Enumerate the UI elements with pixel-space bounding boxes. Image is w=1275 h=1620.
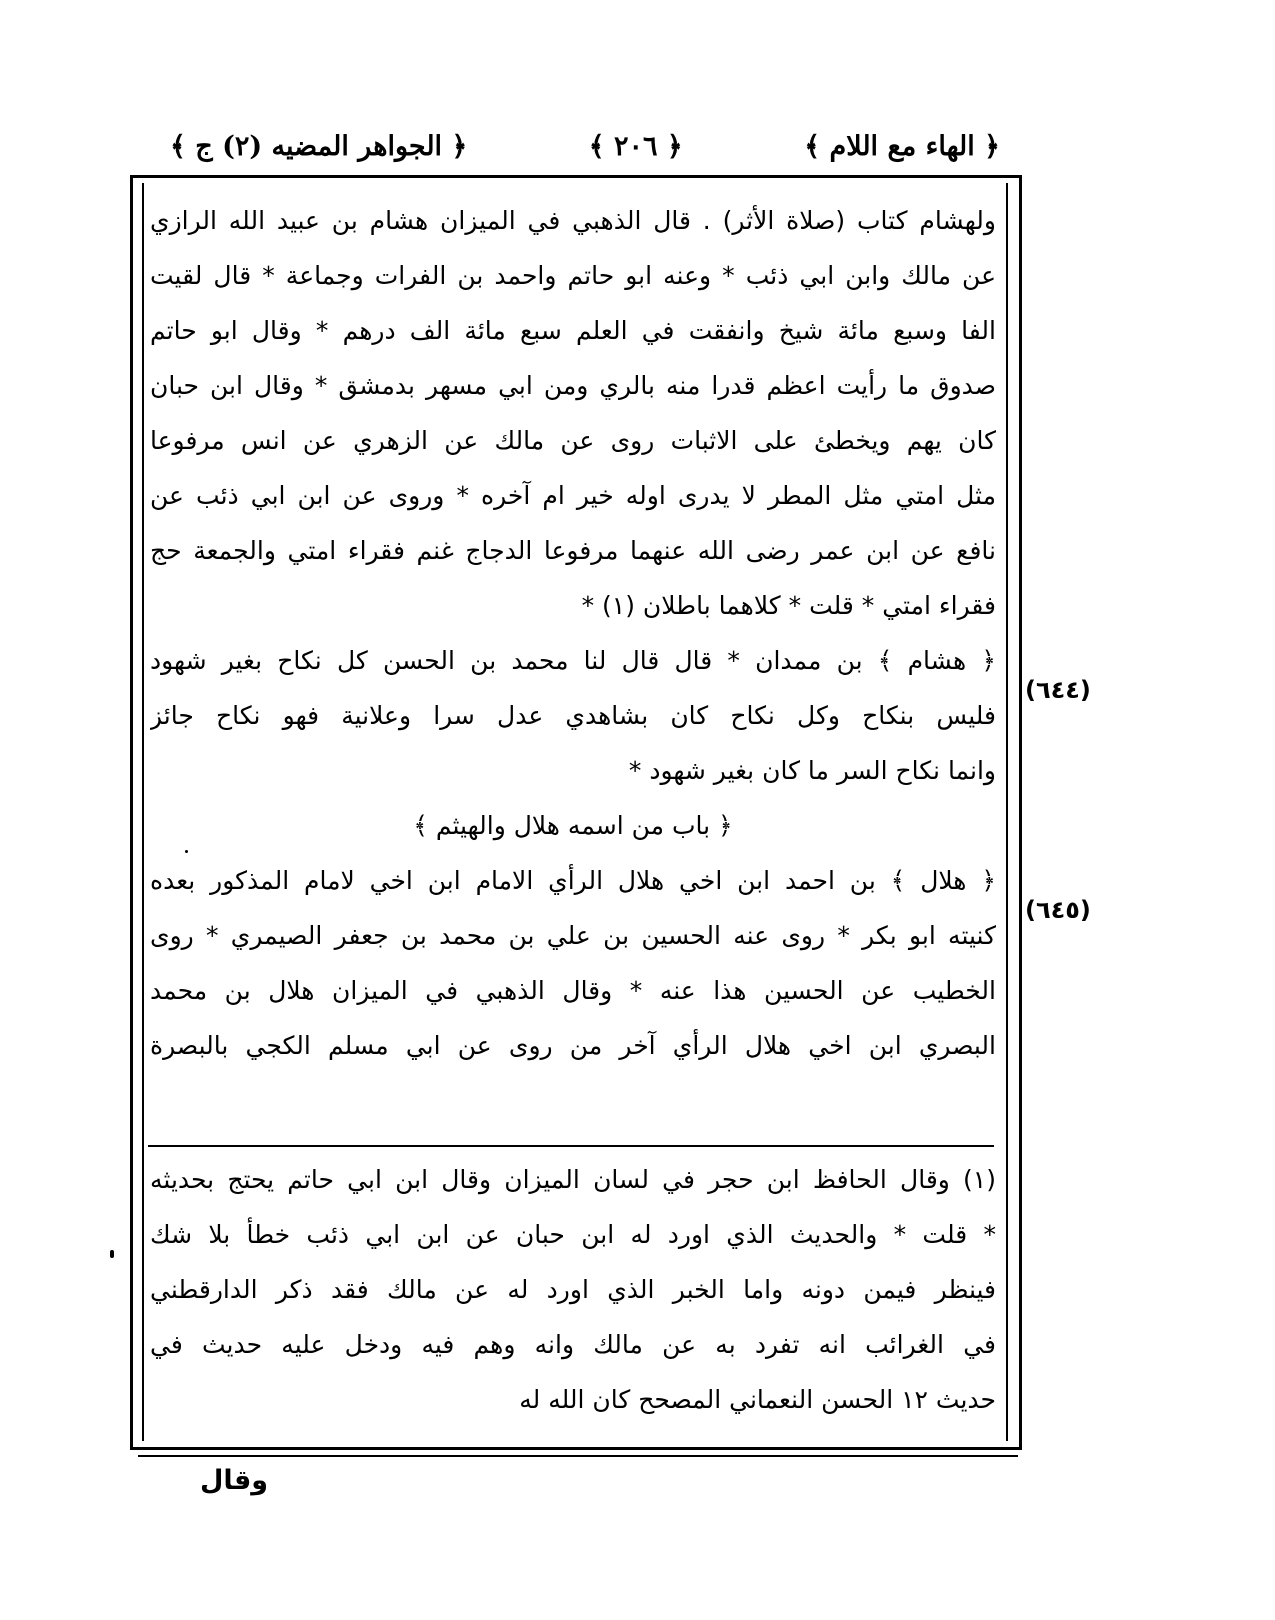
footnote-line: حديث ١٢ الحسن النعماني المصحح كان الله له [519, 1385, 996, 1414]
text-line: كان يهم ويخطئ على الاثبات روى عن مالك عن الزهري عن انس مرفوعا [150, 426, 996, 455]
chapter-heading: ﴿ باب من اسمه هلال والهيثم ﴾ [413, 811, 733, 840]
footnote-line: * قلت * والحديث الذي اورد له ابن حبان عن ابن ابي ذئب خطأ بلا شك [150, 1220, 996, 1249]
text-line: الخطيب عن الحسين هذا عنه * وقال الذهبي في الميزان هلال بن محمد [150, 976, 996, 1005]
text-line: نافع عن ابن عمر رضى الله عنهما مرفوعا الدجاج غنم فقراء امتي والجمعة حج [150, 536, 996, 565]
text-line: مثل امتي مثل المطر لا يدرى اوله خير ام آخره * وروى عن ابن ابي ذئب عن [150, 481, 996, 510]
footnote-block [150, 1152, 996, 1427]
entry-645-line: ﴿ هلال ﴾ بن احمد ابن اخي هلال الرأي الامام ابن اخي لامام المذكور بعده [150, 866, 996, 895]
text-line: الفا وسبع مائة شيخ وانفقت في العلم سبع مائة الف درهم * وقال ابو حاتم [150, 316, 996, 345]
text-line: فقراء امتي * قلت * كلاهما باطلان (١) * [581, 591, 996, 620]
text-line: ولهشام كتاب (صلاة الأثر) . قال الذهبي في الميزان هشام بن عبيد الله الرازي [150, 206, 996, 235]
header-section-title: ﴿ الهاء مع اللام ﴾ [804, 130, 1000, 162]
text-line: فليس بنكاح وكل نكاح كان بشاهدي عدل سرا وعلانية فهو نكاح جائز [150, 701, 996, 730]
text-line: عن مالك وابن ابي ذئب * وعنه ابو حاتم واحمد بن الفرات وجماعة * قال لقيت [150, 261, 996, 290]
footnote-line: فينظر فيمن دونه واما الخبر الذي اورد له عن مالك فقد ذكر الدارقطني [150, 1275, 996, 1304]
catchword: وقال [200, 1465, 269, 1496]
frame-bottom-rule-inner [138, 1455, 1018, 1457]
print-speck [110, 1250, 114, 1258]
running-header [170, 120, 1000, 172]
frame-bottom-rule [130, 1447, 1022, 1450]
entry-644-line: ﴿ هشام ﴾ بن ممدان * قال قال لنا محمد بن الحسن كل نكاح بغير شهود [150, 646, 996, 675]
header-book-title: ﴿ الجواهر المضيه (٢) ج ﴾ [170, 130, 468, 162]
print-speck [185, 850, 188, 853]
text-line: وانما نكاح السر ما كان بغير شهود * [628, 756, 996, 785]
entry-number-644: (٦٤٤) [1025, 676, 1091, 704]
text-line: صدوق ما رأيت اعظم قدرا منه بالري ومن ابي مسهر بدمشق * وقال ابن حبان [150, 371, 996, 400]
footnote-line: (١) وقال الحافظ ابن حجر في لسان الميزان وقال ابن ابي حاتم يحتج بحديثه [150, 1165, 996, 1194]
header-page-number: ﴿ ٢٠٦ ﴾ [588, 130, 683, 162]
footnote-line: في الغرائب انه تفرد به عن مالك وانه وهم فيه ودخل عليه حديث في [150, 1330, 996, 1359]
text-line: كنيته ابو بكر * روى عنه الحسين بن علي بن محمد بن جعفر الصيمري * روى [150, 921, 996, 950]
main-text [150, 193, 996, 1073]
entry-number-645: (٦٤٥) [1025, 896, 1091, 924]
text-line: البصري ابن اخي هلال الرأي آخر من روى عن ابي مسلم الكجي بالبصرة [150, 1031, 996, 1060]
footnote-divider [148, 1145, 994, 1147]
